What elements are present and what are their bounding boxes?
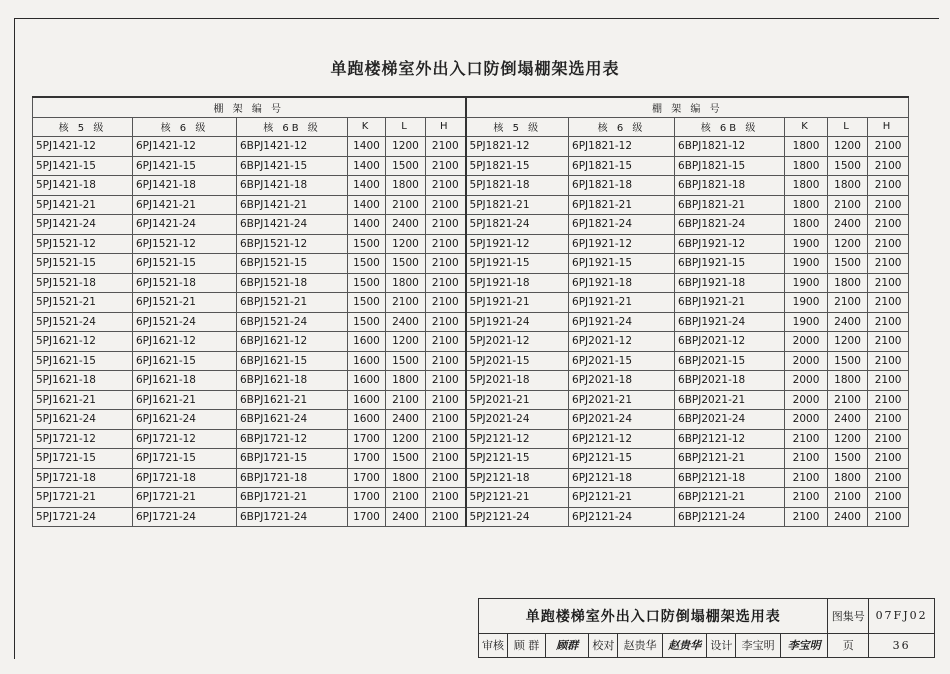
- col-header-h: H: [868, 117, 909, 137]
- review-label: 审核: [479, 633, 508, 657]
- left-l-value: 2400: [386, 312, 426, 332]
- right-h-value: 2100: [868, 293, 909, 313]
- table-row: [33, 234, 909, 254]
- design-signature: 李宝明: [780, 633, 828, 657]
- left-h-value: 2100: [426, 156, 466, 176]
- right-level6b-code: 6BPJ1821-15: [675, 156, 785, 176]
- left-h-value: 2100: [426, 137, 466, 157]
- left-level5-code: 5PJ1721-15: [33, 449, 133, 469]
- page-label: 页: [828, 633, 869, 657]
- left-k-value: 1500: [348, 293, 386, 313]
- right-k-value: 1800: [785, 215, 828, 235]
- left-k-value: 1700: [348, 507, 386, 527]
- right-level6-code: 6PJ1921-12: [569, 234, 675, 254]
- left-level6b-code: 6BPJ1521-24: [237, 312, 348, 332]
- left-k-value: 1700: [348, 429, 386, 449]
- table-row: [33, 254, 909, 274]
- right-level6b-code: 6BPJ2121-21: [675, 449, 785, 469]
- left-k-value: 1600: [348, 351, 386, 371]
- right-h-value: 2100: [868, 371, 909, 391]
- column-header-row: [33, 117, 909, 137]
- left-level6-code: 6PJ1621-15: [133, 351, 237, 371]
- left-level6b-code: 6BPJ1621-24: [237, 410, 348, 430]
- right-h-value: 2100: [868, 273, 909, 293]
- left-k-value: 1600: [348, 332, 386, 352]
- left-l-value: 2100: [386, 390, 426, 410]
- left-level6-code: 6PJ1621-21: [133, 390, 237, 410]
- left-h-value: 2100: [426, 410, 466, 430]
- left-l-value: 2100: [386, 195, 426, 215]
- left-h-value: 2100: [426, 507, 466, 527]
- left-l-value: 2400: [386, 507, 426, 527]
- right-level6b-code: 6BPJ1921-12: [675, 234, 785, 254]
- right-level6b-code: 6BPJ2021-15: [675, 351, 785, 371]
- left-level5-code: 5PJ1621-21: [33, 390, 133, 410]
- atlas-label: 图集号: [828, 599, 869, 634]
- right-k-value: 1800: [785, 156, 828, 176]
- right-k-value: 1800: [785, 195, 828, 215]
- title-block-title: 单跑楼梯室外出入口防倒塌棚架选用表: [479, 599, 828, 634]
- design-name: 李宝明: [736, 633, 781, 657]
- left-level5-code: 5PJ1721-24: [33, 507, 133, 527]
- table-row: [33, 273, 909, 293]
- left-level6-code: 6PJ1521-24: [133, 312, 237, 332]
- left-level5-code: 5PJ1621-12: [33, 332, 133, 352]
- left-k-value: 1400: [348, 195, 386, 215]
- group-header-left: 棚 架 编 号: [33, 97, 466, 117]
- right-k-value: 1900: [785, 293, 828, 313]
- left-level5-code: 5PJ1521-15: [33, 254, 133, 274]
- left-level5-code: 5PJ1521-24: [33, 312, 133, 332]
- left-level6-code: 6PJ1621-24: [133, 410, 237, 430]
- right-h-value: 2100: [868, 234, 909, 254]
- page-number: 36: [869, 633, 935, 657]
- left-level5-code: 5PJ1521-18: [33, 273, 133, 293]
- left-level5-code: 5PJ1621-18: [33, 371, 133, 391]
- right-level5-code: 5PJ2021-12: [466, 332, 569, 352]
- right-h-value: 2100: [868, 215, 909, 235]
- left-l-value: 1800: [386, 273, 426, 293]
- left-level6-code: 6PJ1721-21: [133, 488, 237, 508]
- table-row: [33, 410, 909, 430]
- right-level6b-code: 6BPJ2121-18: [675, 468, 785, 488]
- table-row: [33, 293, 909, 313]
- table-row: [33, 195, 909, 215]
- right-h-value: 2100: [868, 507, 909, 527]
- right-level6-code: 6PJ2021-12: [569, 332, 675, 352]
- left-l-value: 2400: [386, 410, 426, 430]
- right-level6-code: 6PJ1821-24: [569, 215, 675, 235]
- right-l-value: 1200: [828, 137, 868, 157]
- left-h-value: 2100: [426, 468, 466, 488]
- right-level5-code: 5PJ1921-24: [466, 312, 569, 332]
- left-l-value: 1800: [386, 176, 426, 196]
- right-l-value: 1200: [828, 429, 868, 449]
- col-header-level6: 核 6 级: [569, 117, 675, 137]
- right-k-value: 2000: [785, 332, 828, 352]
- right-l-value: 1800: [828, 371, 868, 391]
- right-level5-code: 5PJ1821-18: [466, 176, 569, 196]
- right-level6-code: 6PJ1921-24: [569, 312, 675, 332]
- right-l-value: 2400: [828, 215, 868, 235]
- right-l-value: 1500: [828, 449, 868, 469]
- right-level5-code: 5PJ2121-24: [466, 507, 569, 527]
- table-row: [33, 351, 909, 371]
- right-k-value: 1900: [785, 254, 828, 274]
- left-l-value: 2400: [386, 215, 426, 235]
- left-level6-code: 6PJ1421-21: [133, 195, 237, 215]
- col-header-level6b: 核 6B 级: [237, 117, 348, 137]
- right-level5-code: 5PJ2121-21: [466, 488, 569, 508]
- right-l-value: 1800: [828, 176, 868, 196]
- left-h-value: 2100: [426, 312, 466, 332]
- col-header-level6: 核 6 级: [133, 117, 237, 137]
- table-row: [33, 332, 909, 352]
- right-k-value: 2000: [785, 390, 828, 410]
- left-level5-code: 5PJ1521-12: [33, 234, 133, 254]
- right-l-value: 1200: [828, 332, 868, 352]
- left-level6b-code: 6BPJ1421-18: [237, 176, 348, 196]
- left-h-value: 2100: [426, 332, 466, 352]
- right-level6-code: 6PJ2021-21: [569, 390, 675, 410]
- right-level5-code: 5PJ2021-15: [466, 351, 569, 371]
- right-l-value: 2100: [828, 293, 868, 313]
- left-k-value: 1500: [348, 234, 386, 254]
- table-row: [33, 449, 909, 469]
- right-level6b-code: 6BPJ1821-12: [675, 137, 785, 157]
- table-row: [33, 390, 909, 410]
- right-l-value: 1500: [828, 156, 868, 176]
- right-k-value: 1900: [785, 312, 828, 332]
- right-h-value: 2100: [868, 410, 909, 430]
- left-level6-code: 6PJ1521-18: [133, 273, 237, 293]
- left-h-value: 2100: [426, 234, 466, 254]
- right-level6-code: 6PJ2021-24: [569, 410, 675, 430]
- right-level6b-code: 6BPJ2021-21: [675, 390, 785, 410]
- left-level6b-code: 6BPJ1721-18: [237, 468, 348, 488]
- left-l-value: 1800: [386, 371, 426, 391]
- left-k-value: 1400: [348, 176, 386, 196]
- left-h-value: 2100: [426, 488, 466, 508]
- left-h-value: 2100: [426, 390, 466, 410]
- left-level6b-code: 6BPJ1721-12: [237, 429, 348, 449]
- left-level5-code: 5PJ1521-21: [33, 293, 133, 313]
- left-level5-code: 5PJ1621-15: [33, 351, 133, 371]
- right-level6b-code: 6BPJ2021-18: [675, 371, 785, 391]
- left-h-value: 2100: [426, 449, 466, 469]
- review-name: 顾 群: [508, 633, 546, 657]
- left-h-value: 2100: [426, 273, 466, 293]
- right-level5-code: 5PJ2021-18: [466, 371, 569, 391]
- right-level6-code: 6PJ2121-15: [569, 449, 675, 469]
- right-level5-code: 5PJ1821-21: [466, 195, 569, 215]
- right-h-value: 2100: [868, 137, 909, 157]
- left-k-value: 1400: [348, 215, 386, 235]
- left-level6b-code: 6BPJ1721-15: [237, 449, 348, 469]
- right-h-value: 2100: [868, 332, 909, 352]
- table-row: [33, 176, 909, 196]
- right-l-value: 1800: [828, 468, 868, 488]
- left-l-value: 1200: [386, 137, 426, 157]
- right-h-value: 2100: [868, 254, 909, 274]
- left-l-value: 1500: [386, 156, 426, 176]
- right-h-value: 2100: [868, 351, 909, 371]
- right-k-value: 1900: [785, 273, 828, 293]
- left-level5-code: 5PJ1421-15: [33, 156, 133, 176]
- left-h-value: 2100: [426, 371, 466, 391]
- right-level5-code: 5PJ2021-24: [466, 410, 569, 430]
- table-row: [33, 429, 909, 449]
- right-level5-code: 5PJ2021-21: [466, 390, 569, 410]
- left-level6b-code: 6BPJ1621-21: [237, 390, 348, 410]
- left-k-value: 1500: [348, 254, 386, 274]
- right-l-value: 2100: [828, 195, 868, 215]
- right-h-value: 2100: [868, 195, 909, 215]
- left-level6-code: 6PJ1521-15: [133, 254, 237, 274]
- table-row: [33, 137, 909, 157]
- right-level6b-code: 6BPJ2021-12: [675, 332, 785, 352]
- left-h-value: 2100: [426, 254, 466, 274]
- right-level5-code: 5PJ2121-12: [466, 429, 569, 449]
- left-level6-code: 6PJ1721-15: [133, 449, 237, 469]
- right-level6-code: 6PJ1921-18: [569, 273, 675, 293]
- group-header-row: [33, 97, 909, 117]
- left-level6-code: 6PJ1521-12: [133, 234, 237, 254]
- left-level6-code: 6PJ1721-24: [133, 507, 237, 527]
- left-level6b-code: 6BPJ1521-12: [237, 234, 348, 254]
- left-level6-code: 6PJ1421-15: [133, 156, 237, 176]
- left-level5-code: 5PJ1421-12: [33, 137, 133, 157]
- left-level6b-code: 6BPJ1521-21: [237, 293, 348, 313]
- left-l-value: 1200: [386, 234, 426, 254]
- table-row: [33, 156, 909, 176]
- right-level6b-code: 6BPJ1921-15: [675, 254, 785, 274]
- right-h-value: 2100: [868, 176, 909, 196]
- left-level6b-code: 6BPJ1621-15: [237, 351, 348, 371]
- right-level5-code: 5PJ1921-18: [466, 273, 569, 293]
- right-level6-code: 6PJ2121-24: [569, 507, 675, 527]
- right-l-value: 1500: [828, 351, 868, 371]
- right-k-value: 1800: [785, 176, 828, 196]
- right-level6-code: 6PJ1821-18: [569, 176, 675, 196]
- right-level6b-code: 6BPJ2021-24: [675, 410, 785, 430]
- right-level6b-code: 6BPJ1821-18: [675, 176, 785, 196]
- check-signature: 赵贵华: [662, 633, 707, 657]
- left-h-value: 2100: [426, 351, 466, 371]
- right-level6-code: 6PJ1921-15: [569, 254, 675, 274]
- col-header-h: H: [426, 117, 466, 137]
- left-k-value: 1500: [348, 312, 386, 332]
- left-level5-code: 5PJ1421-18: [33, 176, 133, 196]
- right-l-value: 2100: [828, 390, 868, 410]
- left-level6b-code: 6BPJ1421-24: [237, 215, 348, 235]
- right-level6b-code: 6BPJ2121-21: [675, 488, 785, 508]
- left-l-value: 2100: [386, 293, 426, 313]
- left-level6b-code: 6BPJ1421-15: [237, 156, 348, 176]
- right-level6-code: 6PJ2121-21: [569, 488, 675, 508]
- right-level5-code: 5PJ1921-21: [466, 293, 569, 313]
- left-h-value: 2100: [426, 215, 466, 235]
- table-row: [33, 371, 909, 391]
- left-k-value: 1600: [348, 390, 386, 410]
- right-l-value: 1200: [828, 234, 868, 254]
- right-level5-code: 5PJ1821-12: [466, 137, 569, 157]
- atlas-number: 07FJ02: [869, 599, 935, 634]
- right-k-value: 2000: [785, 371, 828, 391]
- left-k-value: 1400: [348, 137, 386, 157]
- left-k-value: 1700: [348, 449, 386, 469]
- left-level5-code: 5PJ1721-21: [33, 488, 133, 508]
- right-k-value: 1900: [785, 234, 828, 254]
- right-k-value: 2000: [785, 351, 828, 371]
- left-level5-code: 5PJ1421-24: [33, 215, 133, 235]
- col-header-k: K: [348, 117, 386, 137]
- selection-table: [32, 96, 909, 527]
- right-k-value: 2100: [785, 488, 828, 508]
- table-row: [33, 468, 909, 488]
- check-name: 赵贵华: [618, 633, 663, 657]
- right-h-value: 2100: [868, 156, 909, 176]
- left-level6-code: 6PJ1521-21: [133, 293, 237, 313]
- right-k-value: 1800: [785, 137, 828, 157]
- left-level6b-code: 6BPJ1721-24: [237, 507, 348, 527]
- right-h-value: 2100: [868, 488, 909, 508]
- left-level5-code: 5PJ1621-24: [33, 410, 133, 430]
- right-level5-code: 5PJ1921-12: [466, 234, 569, 254]
- table-row: [33, 488, 909, 508]
- right-l-value: 2400: [828, 312, 868, 332]
- right-l-value: 2100: [828, 488, 868, 508]
- right-level5-code: 5PJ2121-18: [466, 468, 569, 488]
- left-k-value: 1600: [348, 410, 386, 430]
- right-level6b-code: 6BPJ1921-21: [675, 293, 785, 313]
- review-signature: 顾群: [546, 633, 589, 657]
- right-h-value: 2100: [868, 449, 909, 469]
- right-level6b-code: 6BPJ1821-24: [675, 215, 785, 235]
- left-level6-code: 6PJ1421-12: [133, 137, 237, 157]
- right-h-value: 2100: [868, 312, 909, 332]
- left-l-value: 1200: [386, 332, 426, 352]
- table-row: [33, 312, 909, 332]
- left-level6-code: 6PJ1421-18: [133, 176, 237, 196]
- right-k-value: 2100: [785, 449, 828, 469]
- left-l-value: 1800: [386, 468, 426, 488]
- left-k-value: 1400: [348, 156, 386, 176]
- right-level6-code: 6PJ1921-21: [569, 293, 675, 313]
- design-label: 设计: [707, 633, 736, 657]
- left-level6b-code: 6BPJ1421-12: [237, 137, 348, 157]
- right-k-value: 2100: [785, 468, 828, 488]
- right-l-value: 2400: [828, 507, 868, 527]
- right-level6b-code: 6BPJ1921-24: [675, 312, 785, 332]
- right-l-value: 1500: [828, 254, 868, 274]
- right-h-value: 2100: [868, 468, 909, 488]
- col-header-level6b: 核 6B 级: [675, 117, 785, 137]
- right-level6-code: 6PJ1821-12: [569, 137, 675, 157]
- left-level6b-code: 6BPJ1521-18: [237, 273, 348, 293]
- left-h-value: 2100: [426, 293, 466, 313]
- col-header-level5: 核 5 级: [33, 117, 133, 137]
- left-l-value: 1500: [386, 351, 426, 371]
- right-l-value: 1800: [828, 273, 868, 293]
- left-level6-code: 6PJ1721-18: [133, 468, 237, 488]
- left-l-value: 1200: [386, 429, 426, 449]
- left-level6b-code: 6BPJ1721-21: [237, 488, 348, 508]
- group-header-right: 棚 架 编 号: [466, 97, 909, 117]
- left-l-value: 1500: [386, 449, 426, 469]
- right-level5-code: 5PJ2121-15: [466, 449, 569, 469]
- right-level6-code: 6PJ2121-18: [569, 468, 675, 488]
- col-header-l: L: [386, 117, 426, 137]
- col-header-k: K: [785, 117, 828, 137]
- right-level6-code: 6PJ2021-18: [569, 371, 675, 391]
- table-row: [33, 507, 909, 527]
- left-level6b-code: 6BPJ1521-15: [237, 254, 348, 274]
- right-level6b-code: 6BPJ2121-24: [675, 507, 785, 527]
- left-level6b-code: 6BPJ1421-21: [237, 195, 348, 215]
- table-row: [33, 215, 909, 235]
- left-level6-code: 6PJ1621-18: [133, 371, 237, 391]
- right-level5-code: 5PJ1921-15: [466, 254, 569, 274]
- left-h-value: 2100: [426, 429, 466, 449]
- left-l-value: 1500: [386, 254, 426, 274]
- right-level6-code: 6PJ2121-12: [569, 429, 675, 449]
- right-level6b-code: 6BPJ1821-21: [675, 195, 785, 215]
- left-level6b-code: 6BPJ1621-12: [237, 332, 348, 352]
- right-level6-code: 6PJ1821-15: [569, 156, 675, 176]
- left-k-value: 1700: [348, 488, 386, 508]
- right-level6b-code: 6BPJ2121-12: [675, 429, 785, 449]
- col-header-l: L: [828, 117, 868, 137]
- left-level5-code: 5PJ1721-12: [33, 429, 133, 449]
- left-level6-code: 6PJ1621-12: [133, 332, 237, 352]
- right-k-value: 2100: [785, 507, 828, 527]
- left-k-value: 1600: [348, 371, 386, 391]
- left-level5-code: 5PJ1721-18: [33, 468, 133, 488]
- left-k-value: 1500: [348, 273, 386, 293]
- left-level6-code: 6PJ1721-12: [133, 429, 237, 449]
- right-level6b-code: 6BPJ1921-18: [675, 273, 785, 293]
- left-level6-code: 6PJ1421-24: [133, 215, 237, 235]
- right-level5-code: 5PJ1821-15: [466, 156, 569, 176]
- left-k-value: 1700: [348, 468, 386, 488]
- right-h-value: 2100: [868, 429, 909, 449]
- right-l-value: 2400: [828, 410, 868, 430]
- left-level6b-code: 6BPJ1621-18: [237, 371, 348, 391]
- left-l-value: 2100: [386, 488, 426, 508]
- col-header-level5: 核 5 级: [466, 117, 569, 137]
- page-title: 单跑楼梯室外出入口防倒塌棚架选用表: [330, 59, 620, 78]
- left-level5-code: 5PJ1421-21: [33, 195, 133, 215]
- right-k-value: 2000: [785, 410, 828, 430]
- right-h-value: 2100: [868, 390, 909, 410]
- right-level6-code: 6PJ2021-15: [569, 351, 675, 371]
- title-block: [478, 598, 935, 658]
- right-k-value: 2100: [785, 429, 828, 449]
- right-level6-code: 6PJ1821-21: [569, 195, 675, 215]
- check-label: 校对: [589, 633, 618, 657]
- right-level5-code: 5PJ1821-24: [466, 215, 569, 235]
- left-h-value: 2100: [426, 195, 466, 215]
- left-h-value: 2100: [426, 176, 466, 196]
